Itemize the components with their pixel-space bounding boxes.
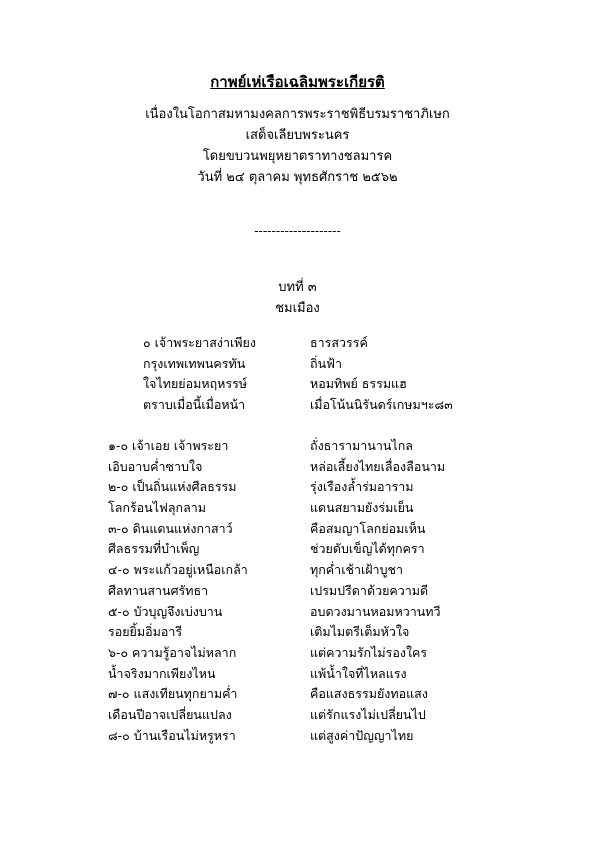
verse-left: กรุงเทพเทพนครทัน <box>143 355 246 371</box>
verse-left: ๗-๐ แสงเทียนทุกยามค่ำ <box>108 686 238 702</box>
verse-left: เดือนปีอาจเปลี่ยนแปลง <box>108 706 232 722</box>
chapter-name: ชมเมือง <box>275 301 320 316</box>
verse-left: ๔-๐ พระแก้วอยู่เหนือเกล้า <box>108 562 248 578</box>
section-divider: -------------------- <box>254 224 341 238</box>
verse-left: รอยยิ้มอิ่มอารี <box>108 624 183 640</box>
subtitle-line-4: วันที่ ๒๔ ตุลาคม พุทธศักราช ๒๕๖๒ <box>197 170 398 185</box>
verse-left: ๑-๐ เจ้าเอย เจ้าพระยา <box>108 438 229 453</box>
verse-right: แต่ความรักไม่รองใคร <box>310 644 428 660</box>
verse-right: แพ้น้ำใจที่ไหลแรง <box>310 665 407 681</box>
verse-left: เอิบอาบค่ำซาบใจ <box>108 458 203 474</box>
verse-right: คือแสงธรรมยังทอแสง <box>310 686 428 702</box>
verse-left: ๖-๐ ความรู้อาจไม่หลาก <box>108 644 237 660</box>
verse-right: ธารสวรรค์ <box>310 335 368 350</box>
verse-right: ทุกค่ำเช้าเฝ้าบูชา <box>310 562 404 578</box>
verse-right: เมื่อโน้นนิรันดร์เกษมฯะ๘๓ <box>310 397 453 413</box>
verse-right: แต่สูงค่าปัญญาไทย <box>310 727 414 743</box>
verse-right: ช่วยดับเข็ญได้ทุกครา <box>310 541 425 557</box>
verse-left: ๕-๐ บัวบุญจึงเบ่งบาน <box>108 603 223 619</box>
verse-right: ถิ่นฟ้า <box>310 355 342 371</box>
verse-right: แดนสยามยังร่มเย็น <box>310 500 414 516</box>
verse-right: หล่อเลี้ยงไทยเลื่องลือนาม <box>310 458 446 474</box>
verse-right: รุ่งเรืองล้ำร่มอาราม <box>310 479 414 495</box>
verse-right: เติมไมตรีเต็มหัวใจ <box>310 624 410 640</box>
verse-left: ศีลทานสานศรัทธา <box>108 582 209 598</box>
verse-right: หอมทิพย์ ธรรมแฮ <box>310 376 407 392</box>
verse-left: ๒-๐ เป็นถิ่นแห่งศีลธรรม <box>108 479 237 495</box>
verse-left: ๐ เจ้าพระยาสง่าเพียง <box>143 335 256 350</box>
verse-left: น้ำจริงมากเพียงไหน <box>108 665 216 681</box>
verse-left: ๓-๐ ดินแดนแห่งกาสาว์ <box>108 520 233 536</box>
verse-right: คือสมญาโลกย่อมเห็น <box>310 520 426 536</box>
subtitle-line-1: เนื่องในโอกาสมหามงคลการพระราชพิธีบรมราชาภิเษก <box>145 107 450 122</box>
verse-left: ๘-๐ บ้านเรือนไม่หรูหรา <box>108 727 236 743</box>
verse-right: เปรมปรีดาด้วยความดี <box>310 582 429 598</box>
verse-right: ถั่งธารามานานไกล <box>310 438 413 453</box>
chapter-number: บทที่ ๓ <box>278 280 317 295</box>
verse-right: อบดวงมานหอมหวานทวี <box>310 603 441 619</box>
subtitle-line-3: โดยขบวนพยุหยาตราทางชลมารค <box>202 149 393 164</box>
poem-title: กาพย์เห่เรือเฉลิมพระเกียรติ <box>210 73 385 91</box>
subtitle-line-2: เสด็จเลียบพระนคร <box>245 128 350 143</box>
verse-left: ศีลธรรมที่บำเพ็ญ <box>108 541 200 557</box>
verse-left: ใจไทยย่อมหฤหรรษ์ <box>143 376 248 392</box>
verse-right: แต่รักแรงไม่เปลี่ยนไป <box>310 706 426 722</box>
verse-left: โลกร้อนไฟลุกลาม <box>108 500 206 516</box>
verse-left: ตราบเมื่อนี้เมื่อหน้า <box>143 397 246 413</box>
